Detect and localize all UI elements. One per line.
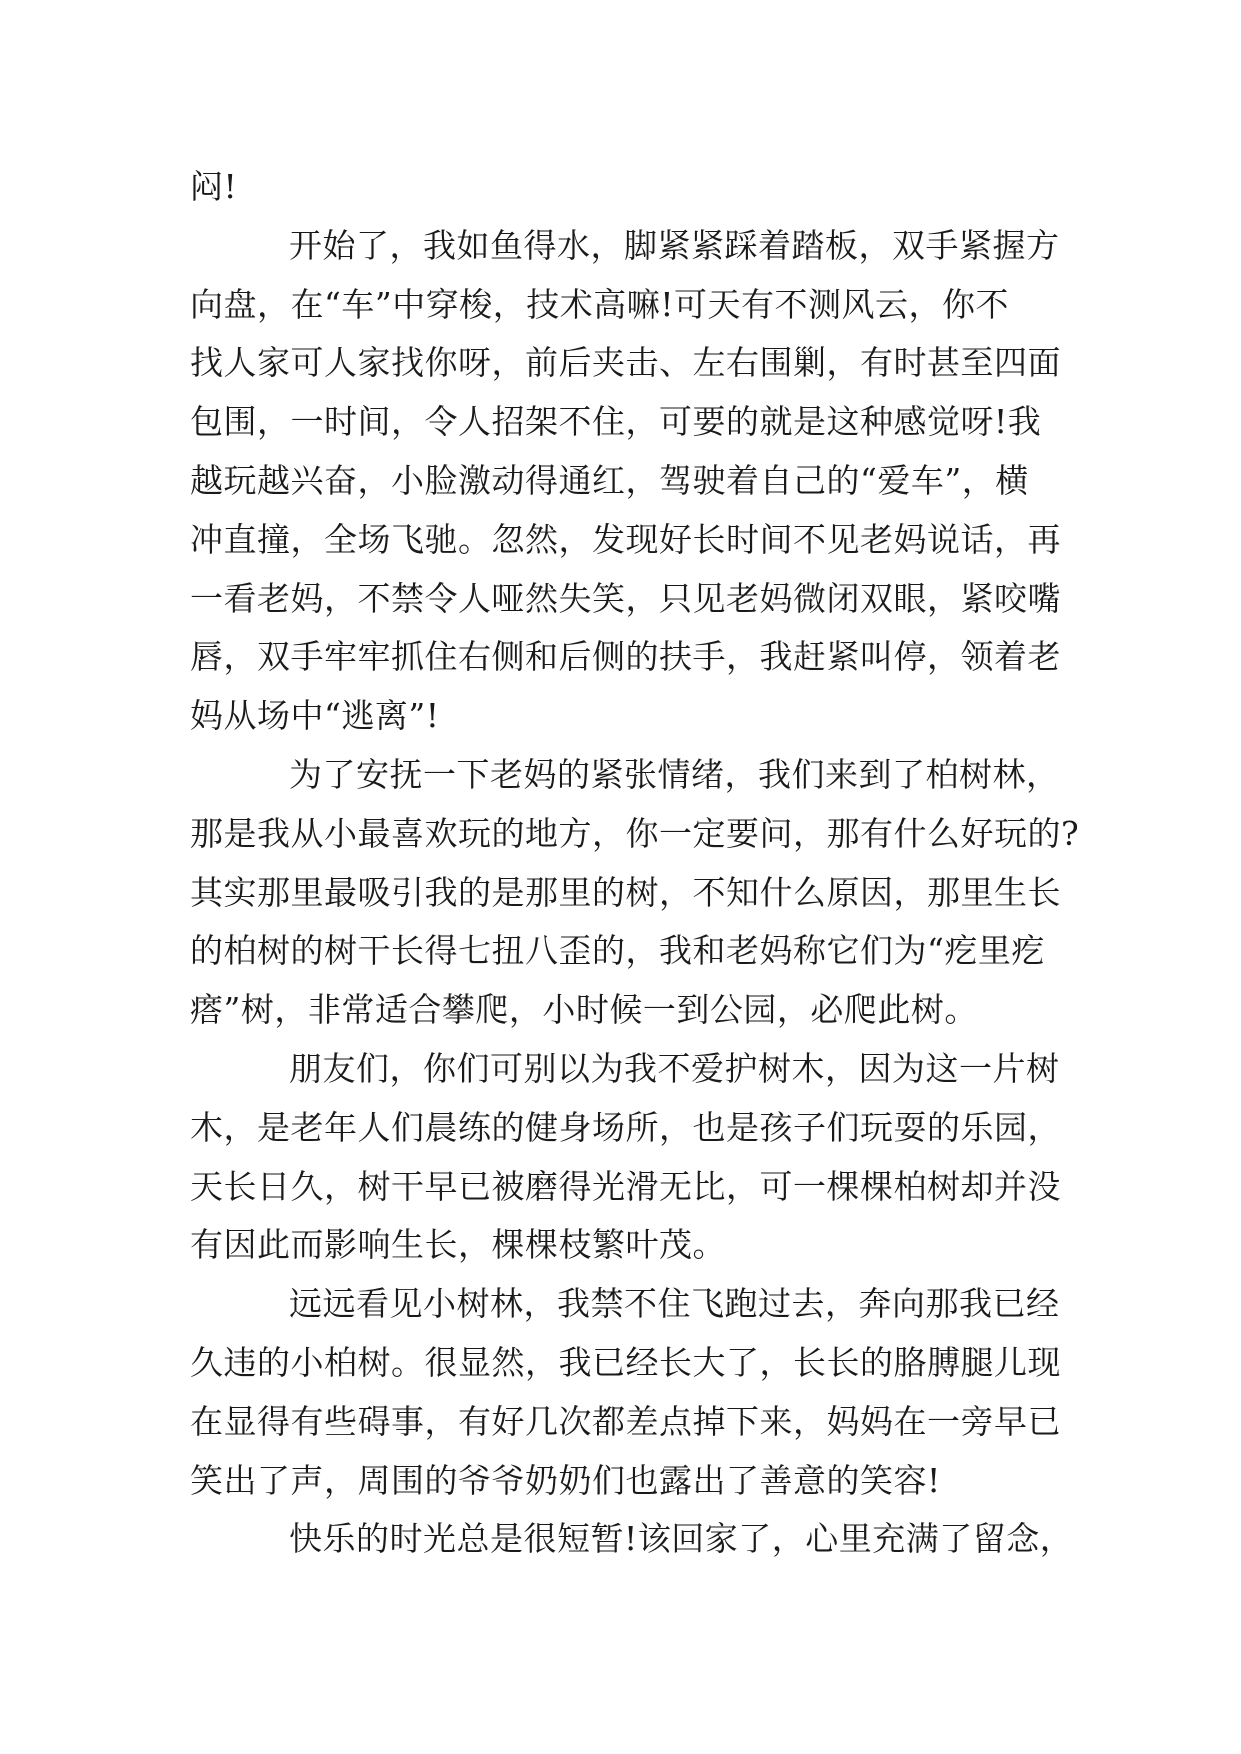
text-line: 那是我从小最喜欢玩的地方，你一定要问，那有什么好玩的? [190, 813, 1080, 853]
text-line: 为了安抚一下老妈的紧张情绪，我们来到了柏树林， [289, 754, 1060, 794]
text-line: 越玩越兴奋，小脸激动得通红，驾驶着自己的“爱车”，横 [190, 460, 1029, 500]
text-line: 找人家可人家找你呀，前后夹击、左右围剿，有时甚至四面 [190, 343, 1061, 383]
body-text [190, 158, 1080, 1569]
text-line: 包围，一时间，令人招架不住，可要的就是这种感觉呀!我 [190, 402, 1042, 442]
text-line: 的柏树的树干长得七扭八歪的，我和老妈称它们为“疙里疙 [190, 931, 1045, 971]
text-line: 唇，双手牢牢抓住右侧和后侧的扶手，我赶紧叫停，领着老 [190, 637, 1061, 677]
text-line: 其实那里最吸引我的是那里的树，不知什么原因，那里生长 [190, 872, 1061, 912]
text-line: 有因此而影响生长，棵棵枝繁叶茂。 [190, 1225, 726, 1265]
text-line: 笑出了声，周围的爷爷奶奶们也露出了善意的笑容! [190, 1460, 941, 1500]
text-line: 冲直撞，全场飞驰。忽然，发现好长时间不见老妈说话，再 [190, 519, 1061, 559]
text-line: 朋友们，你们可别以为我不爱护树木，因为这一片树 [289, 1048, 1060, 1088]
text-line: 一看老妈，不禁令人哑然失笑，只见老妈微闭双眼，紧咬嘴 [190, 578, 1061, 618]
text-line: 妈从场中“逃离”! [190, 696, 440, 736]
text-line: 远远看见小树林，我禁不住飞跑过去，奔向那我已经 [289, 1284, 1060, 1324]
text-line: 向盘，在“车”中穿梭，技术高嘛!可天有不测风云，你不 [190, 284, 1010, 324]
text-line: 久违的小柏树。很显然，我已经长大了，长长的胳膊腿儿现 [190, 1342, 1061, 1382]
text-line: 闷! [190, 167, 238, 206]
text-line: 木，是老年人们晨练的健身场所，也是孩子们玩耍的乐园， [190, 1107, 1061, 1147]
text-line: 天长日久，树干早已被磨得光滑无比，可一棵棵柏树却并没 [190, 1166, 1061, 1206]
text-line: 在显得有些碍事，有好几次都差点掉下来，妈妈在一旁早已 [190, 1401, 1061, 1441]
text-line: 开始了，我如鱼得水，脚紧紧踩着踏板，双手紧握方 [289, 225, 1060, 265]
text-line: 瘩”树，非常适合攀爬，小时候一到公园，必爬此树。 [190, 990, 978, 1030]
text-line: 快乐的时光总是很短暂!该回家了，心里充满了留念， [289, 1519, 1074, 1559]
